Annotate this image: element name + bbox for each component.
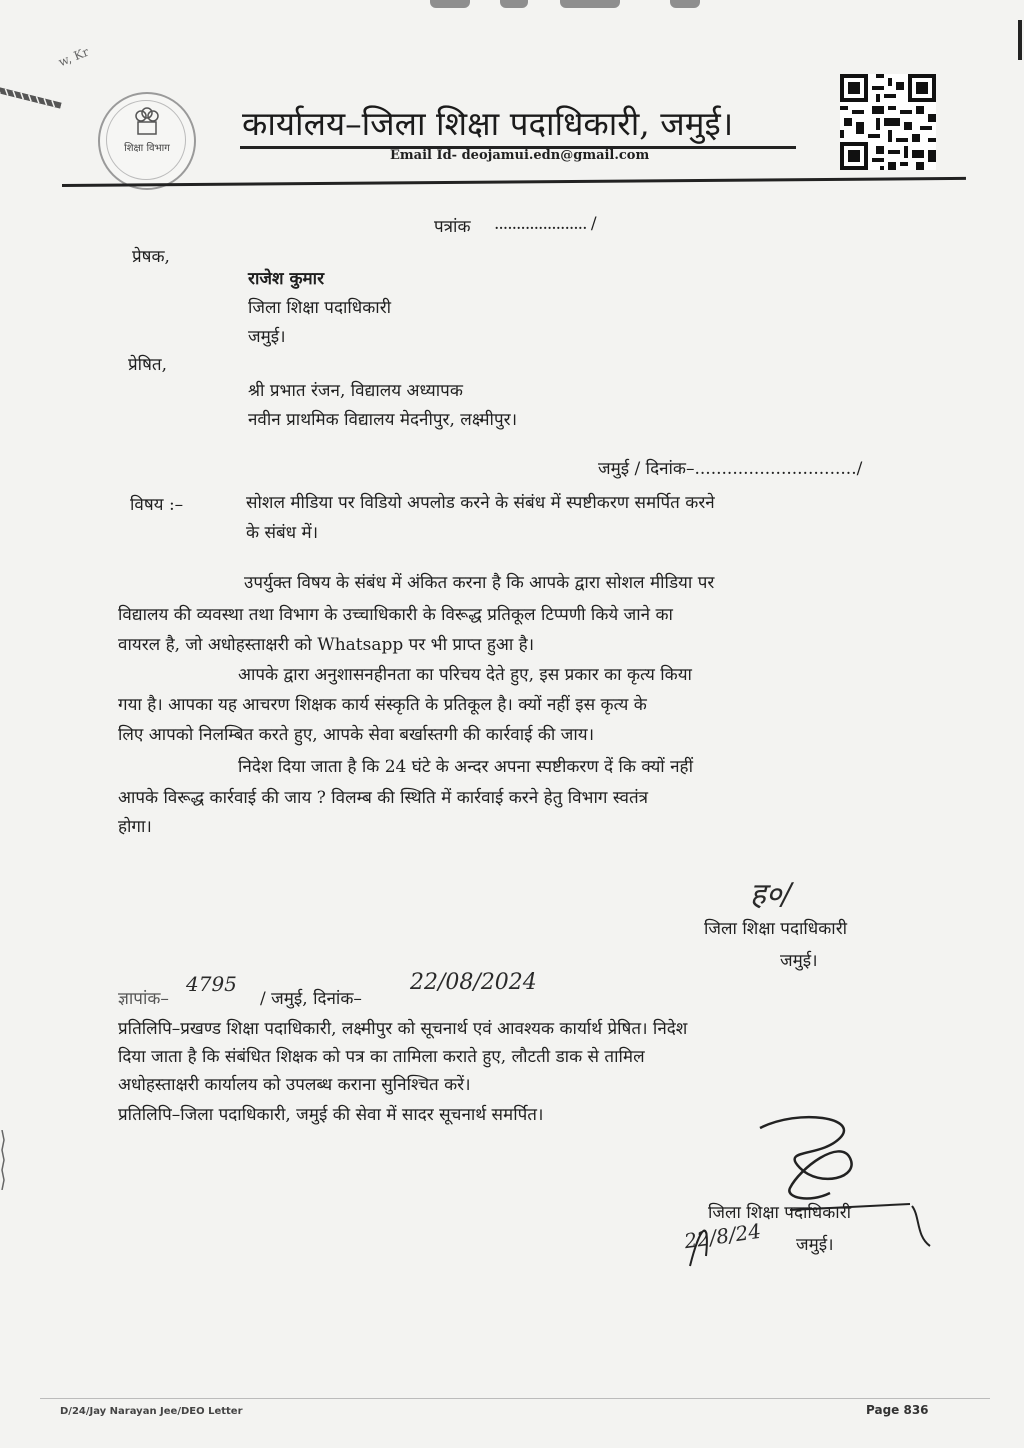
recipient-line2: नवीन प्राथमिक विद्यालय मेदनीपुर, लक्ष्मीपुर। [248,410,518,430]
office-title: कार्यालय–जिला शिक्षा पदाधिकारी, जमुई। [242,104,734,143]
memo-date: 22/08/2024 [410,970,537,995]
office-email: Email Id- deojamui.edn@gmail.com [390,148,650,163]
body-line: होगा। [118,817,152,837]
subject-line2: के संबंध में। [246,523,319,543]
copy1-line: प्रतिलिपि–प्रखण्ड शिक्षा पदाधिकारी, लक्ष्मीपुर को सूचनार्थ एवं आवश्यक कार्यार्थ प्रेषित। निदेश [118,1019,688,1039]
recipient-label: प्रेषित, [128,355,167,375]
signature2-designation: जिला शिक्षा पदाधिकारी [708,1203,852,1223]
signature-scrawl [740,1108,880,1208]
footer-rule [40,1398,990,1399]
letter-number-value: ..................... / [494,214,596,234]
body-line: वायरल है, जो अधोहस्ताक्षरी को Whatsapp पर भी प्राप्त हुआ है। [118,635,535,655]
scan-stripe [0,78,64,117]
subject-label: विषय :– [130,495,184,515]
body-line: विद्यालय की व्यवस्था तथा विभाग के उच्चाधिकारी के विरूद्ध प्रतिकूल टिप्पणी किये जाने का [118,605,673,625]
copy1-line: अधोहस्ताक्षरी कार्यालय को उपलब्ध कराना सुनिश्चित करें। [118,1075,471,1095]
edge-mark [0,1130,8,1190]
sender-label: प्रेषक, [132,247,170,267]
signature-scribble: ह०/ [750,877,792,912]
page-number: Page 836 [866,1403,929,1417]
signature1-designation: जिला शिक्षा पदाधिकारी [704,919,848,939]
sender-designation: जिला शिक्षा पदाधिकारी [248,298,392,318]
seal-text: शिक्षा विभाग [124,143,170,154]
body-line: गया है। आपका यह आचरण शिक्षक कार्य संस्कृति के प्रतिकूल है। क्यों नहीं इस कृत्य के [118,695,647,715]
scan-smudge [430,0,730,10]
edge-mark [1016,20,1024,60]
corner-text: w, Kr [56,44,91,70]
body-line: लिए आपको निलम्बित करते हुए, आपके सेवा बर्खास्तगी की कार्रवाई की जाय। [118,725,595,745]
copy1-line: दिया जाता है कि संबंधित शिक्षक को पत्र का तामिला कराते हुए, लौटती डाक से तामिल [118,1047,645,1067]
memo-label: ज्ञापांक– [118,989,169,1009]
signature2-initials: 22/8/24 [682,1218,763,1254]
body-line: निदेश दिया जाता है कि 24 घंटे के अन्दर अपना स्पष्टीकरण दें कि क्यों नहीं [238,757,693,777]
qr-code [840,74,936,170]
letter-number-label: पत्रांक [434,217,471,237]
date-line: जमुई / दिनांक–............................../ [598,459,863,479]
footer-reference: D/24/Jay Narayan Jee/DEO Letter [60,1406,243,1417]
header-rule [62,177,966,187]
memo-number: 4795 [186,972,237,996]
sender-name: राजेश कुमार [248,269,325,289]
signature1-place: जमुई। [780,951,818,971]
recipient-line1: श्री प्रभात रंजन, विद्यालय अध्यापक [248,381,463,401]
department-seal [98,92,196,190]
sender-place: जमुई। [248,327,286,347]
signature2-place: जमुई। [796,1235,834,1255]
subject-line1: सोशल मीडिया पर विडियो अपलोड करने के संबंध में स्पष्टीकरण समर्पित करने [246,493,715,513]
emblem-icon [130,104,164,138]
copy2-line: प्रतिलिपि–जिला पदाधिकारी, जमुई की सेवा में सादर सूचनार्थ समर्पित। [118,1105,544,1125]
signature-strokes [680,1196,940,1276]
body-line: आपके विरूद्ध कार्रवाई की जाय ? विलम्ब की स्थिति में कार्रवाई करने हेतु विभाग स्वतंत्र [118,788,649,808]
body-line: उपर्युक्त विषय के संबंध में अंकित करना है कि आपके द्वारा सोशल मीडिया पर [244,573,715,593]
body-line: आपके द्वारा अनुशासनहीनता का परिचय देते हुए, इस प्रकार का कृत्य किया [238,665,692,685]
memo-middle: / जमुई, दिनांक– [260,989,362,1009]
